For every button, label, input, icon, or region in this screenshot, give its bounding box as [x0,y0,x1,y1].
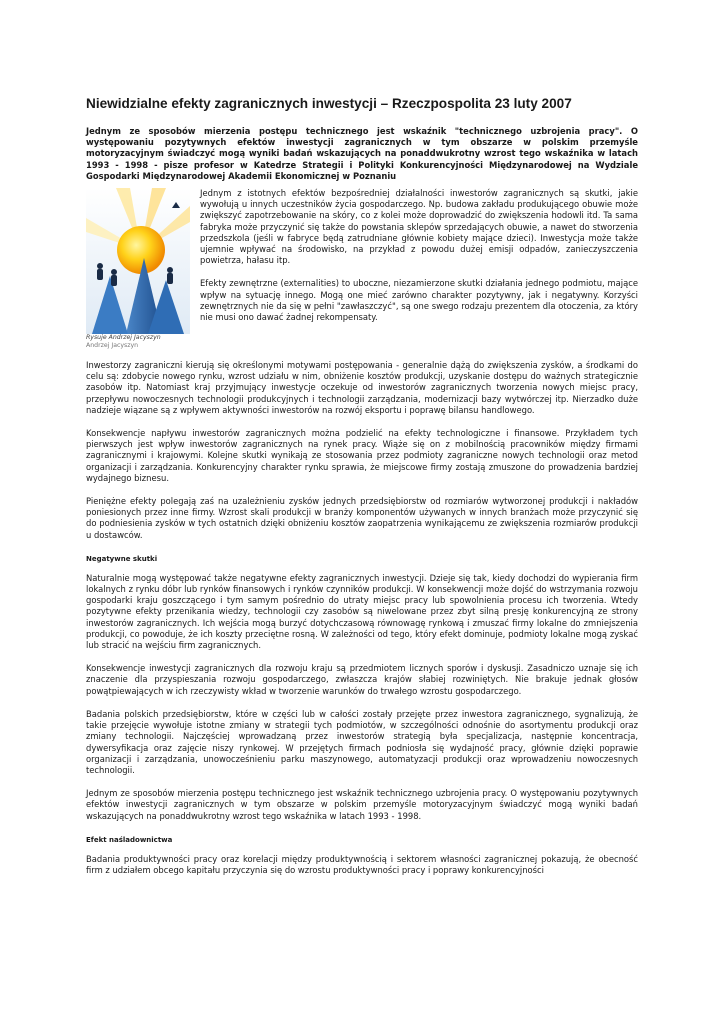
paragraph: Inwestorzy zagraniczni kierują się określonymi motywami postępowania - generalnie dążą do zwiększenia zysków, a środkami do celu są: zdobycie nowego rynku, wzrost udziału w nim, obniżenie kosztów produkcji, uzyskanie dostępu do ważnych strategicznie zasobów itp. Natomiast kraj przyjmujący inwestycje oczekuje od inwestorów zagranicznych tworzenia nowych miejsc pracy, przepływu nowoczesnych technologii produkcyjnych i technologii zarządzania, modernizacji bazy wytwórczej itp. Nierzadko duże nadzieje wiązane są z wpływem aktywności inwestorów na rozwój eksportu i poprawę bilansu handlowego. [86,360,638,415]
paragraph: Konsekwencje inwestycji zagranicznych dla rozwoju kraju są przedmiotem licznych sporów i dyskusji. Zasadniczo uznaje się ich znaczenie dla przyspieszania rozwoju gospodarczego, zwłaszcza krajów słabiej rozwiniętych. Nie brakuje jednak głosów powątpiewających w ich rzeczywisty wkład w tworzenie warunków do trwałego wzrostu gospodarczego. [86,663,638,696]
paragraph: Konsekwencje napływu inwestorów zagranicznych można podzielić na efekty technologiczne i finansowe. Przykładem tych pierwszych jest wpływ inwestorów zagranicznych na rynek pracy. Wiąże się on z mobilnością pracowników między firmami zagranicznymi i krajowymi. Kolejne skutki wynikają ze stosowania przez podmioty zagraniczne nowych technologii oraz metod organizacji i zarządzania. Konkurencyjny charakter rynku sprawia, że miejscowe firmy zostają zmuszone do prowadzenia bardziej wydajnego biznesu. [86,428,638,483]
paragraph: Badania produktywności pracy oraz korelacji między produktywnością i sektorem własności zagranicznej pokazują, że obecność firm z udziałem obcego kapitału przyczynia się do wzrostu produktywności pracy i poprawy konkurencyjności [86,853,638,875]
illustration-caption: Rysuje Andrzej Jacyszyn [86,334,161,342]
illustration-credit: Andrzej Jacyszyn [86,341,139,349]
article-title: Niewidzialne efekty zagranicznych inwestycji – Rzeczpospolita 23 luty 2007 [86,96,572,111]
paragraph: Jednym ze sposobów mierzenia postępu technicznego jest wskaźnik technicznego uzbrojenia pracy. O występowaniu pozytywnych efektów inwestycji zagranicznych w tym obszarze w polskim przemyśle motoryzacyjnym świadczyć mogą wyniki badań wskazujących na ponaddwukrotny wzrost tego wskaźnika w latach 1993 - 1998. [86,788,638,821]
sun-icon [117,226,165,274]
section-heading: Negatywne skutki [86,554,158,563]
illustration [86,188,190,352]
paragraph: Pieniężne efekty polegają zaś na uzależnieniu zysków jednych przedsiębiorstw od rozmiarów wytworzonej produkcji i nakładów poniesionych przez inne firmy. Wzrost skali produkcji w branży komponentów używanych w innych branżach może przyczynić się do podniesienia zysków w tych ostatnich dzięki obniżeniu kosztów zaopatrzenia wynikającemu ze zwiększenia rozmiarów produkcji u dostawców. [86,496,638,540]
section-heading: Efekt naśladownictwa [86,835,173,844]
article-lead: Jednym ze sposobów mierzenia postępu technicznego jest wskaźnik "technicznego uzbrojenia pracy". O występowaniu pozytywnych efektów inwestycji zagranicznych w tym obszarze w polskim przemyśle motoryzacyjnym świadczyć mogą wyniki badań wskazujących na ponaddwukrotny wzrost tego wskaźnika w latach 1993 - 1998 - pisze profesor w Katedrze Strategii i Polityki Konkurencyjności Międzynarodowej na Wydziale Gospodarki Międzynarodowej Akademii Ekonomicznej w Poznaniu [86,126,638,181]
intro-text [200,188,638,323]
illustration-image [86,188,190,334]
article [86,96,638,876]
paragraph: Naturalnie mogą występować także negatywne efekty zagranicznych inwestycji. Dzieje się tak, kiedy dochodzi do wypierania firm lokalnych z rynku dóbr lub rynków finansowych i rynków czynników produkcji. W konsekwencji może dojść do wstrzymania rozwoju gospodarki kraju goszczącego i tym samym pośrednio do utraty miejsc pracy lub spowolnienia procesu ich tworzenia. Wtedy pozytywne efekty przenikania wiedzy, technologii czy zasobów są niwelowane przez zbyt silną presję konkurencyjną ze strony inwestorów zagranicznych. Ich wejścia mogą burzyć dotychczasową równowagę rynkową i zmuszać firmy lokalne do zmniejszenia produkcji, co powoduje, że ich koszty przeciętne rosną. W zależności od tego, który efekt dominuje, podmioty lokalne mogą zyskać lub stracić na wejściu firm zagranicznych. [86,572,638,651]
paragraph: Efekty zewnętrzne (externalities) to uboczne, niezamierzone skutki działania jednego podmiotu, mające wpływ na sytuację innego. Mogą one mieć zarówno charakter pozytywny, jak i negatywny. Korzyści zewnętrznych nie da się w pełni "zawłaszczyć", są one swego rodzaju prezentem dla otoczenia, za który nie musi ono dawać żadnej rekompensaty. [200,278,638,323]
paragraph: Jednym z istotnych efektów bezpośredniej działalności inwestorów zagranicznych są skutki, jakie wywołują u innych uczestników życia gospodarczego. Np. budowa zakładu produkującego obuwie może zwiększyć zapotrzebowanie na skóry, co z kolei może doprowadzić do zwiększenia hodowli itd. Ta sama fabryka może przyczynić się także do powstania sklepów sprzedających obuwie, a nawet do stworzenia przedszkola (jeśli w fabryce będą zatrudniane głównie kobiety mające dzieci). Inwestycja może także ujemnie wpływać na środowisko, na przykład z powodu dużej emisji odpadów, zanieczyszczenia powietrza, hałasu itp. [200,188,638,266]
intro-section [86,188,638,350]
paragraph: Badania polskich przedsiębiorstw, które w części lub w całości zostały przejęte przez inwestora zagranicznego, sygnalizują, że takie przejęcie wywołuje istotne zmiany w strategii tych podmiotów, w szczególności odnośnie do asortymentu produkcji oraz zmiany technologii. Najczęściej wprowadzaną przez inwestorów strategią była specjalizacja, następnie koncentracja, dywersyfikacja oraz zajęcie niszy rynkowej. W przejętych firmach podniosła się wydajność pracy, głównie dzięki poprawie organizacji i zarządzania, unowocześnieniu parku maszynowego, automatyzacji produkcji oraz wprowadzeniu nowoczesnych technologii. [86,708,638,775]
